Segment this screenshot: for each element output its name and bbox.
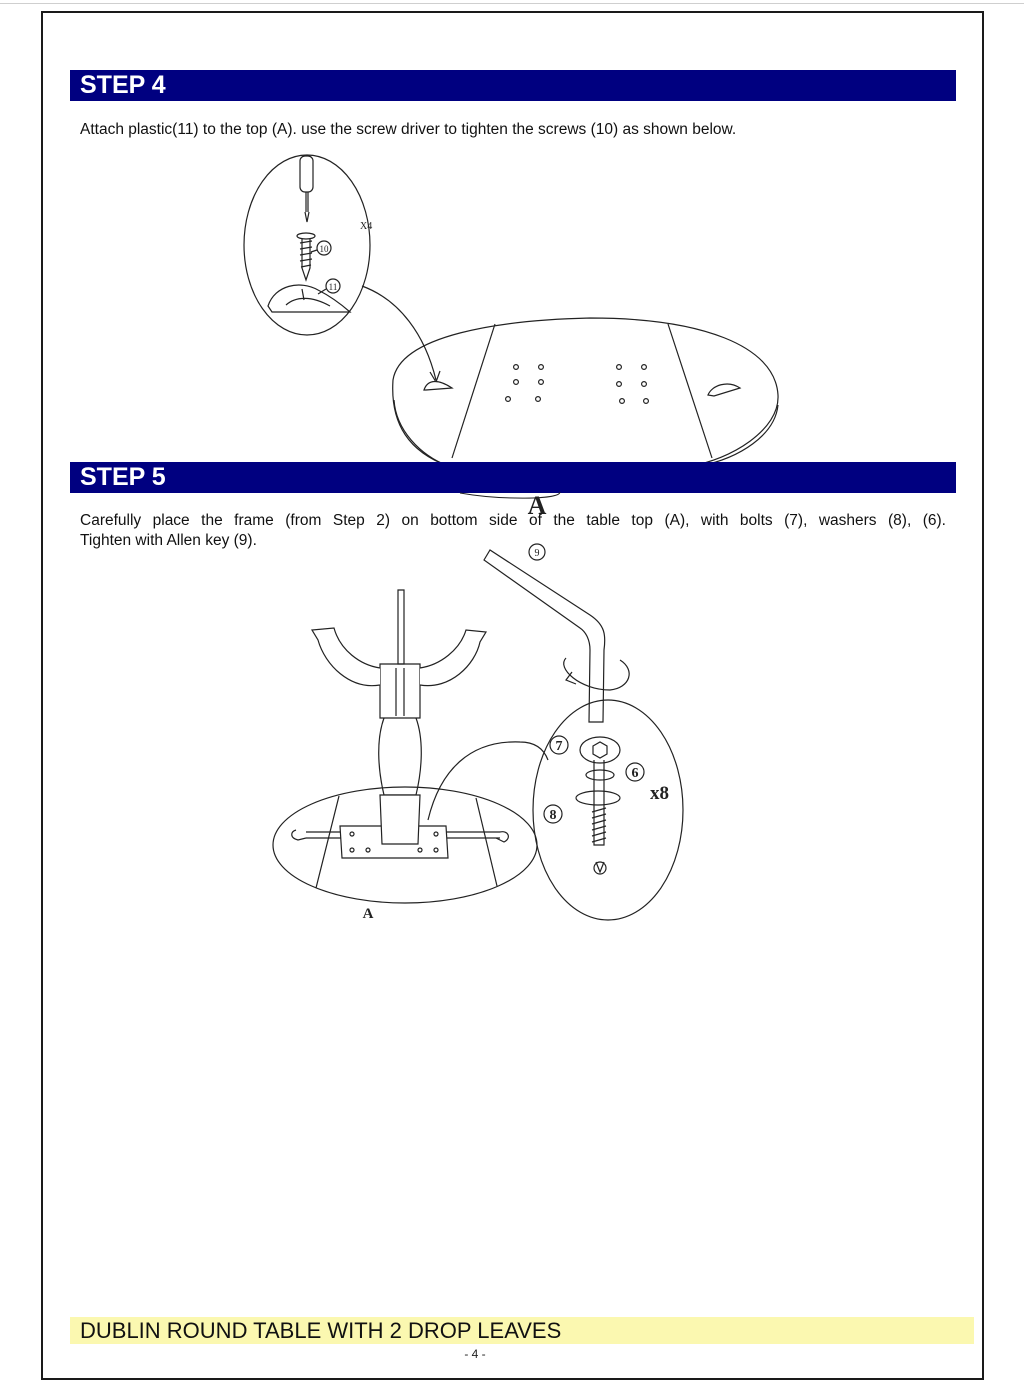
footer-title: DUBLIN ROUND TABLE WITH 2 DROP LEAVES: [80, 1318, 562, 1343]
part-6-label: 6: [631, 766, 639, 781]
table-top-a-label: A: [527, 491, 547, 520]
footer-title-bar: [70, 1317, 974, 1344]
part-8-label: 8: [549, 808, 557, 823]
allen-key-icon: [484, 544, 629, 722]
step-5-instruction: [80, 511, 946, 551]
screwdriver-icon: [300, 156, 313, 222]
plastic-glide-icon: [268, 285, 350, 312]
step-5-qty-label: x8: [650, 783, 669, 804]
step-5-instruction-line-1: Carefully place the frame (from Step 2) on bottom side of the table top (A), with bolts (7), washers (8), (6).: [80, 512, 946, 529]
step-5-instruction-line-2: Tighten with Allen key (9).: [80, 532, 257, 549]
frame-a-label: A: [362, 906, 374, 922]
part-10-label: 10: [319, 244, 329, 254]
screw-icon: [297, 233, 315, 280]
step-4-title: STEP 4: [80, 71, 166, 99]
part-11-label: 11: [328, 282, 338, 292]
step-5-header: [70, 462, 956, 493]
table-top-a-drawing: [393, 318, 778, 466]
step-4-detail-callout: [244, 155, 373, 335]
step-4-qty-label: X4: [360, 221, 373, 232]
part-9-label: 9: [534, 548, 540, 559]
step-5-title: STEP 5: [80, 463, 166, 491]
step-5-frame-drawing: [273, 590, 537, 903]
part-7-label: 7: [555, 739, 563, 754]
page-number: - 4 -: [464, 1347, 486, 1361]
step-5-arrow: [428, 742, 548, 820]
step-4-instruction: Attach plastic(11) to the top (A). use the screw driver to tighten the screws (10) as shown below.: [80, 121, 737, 138]
